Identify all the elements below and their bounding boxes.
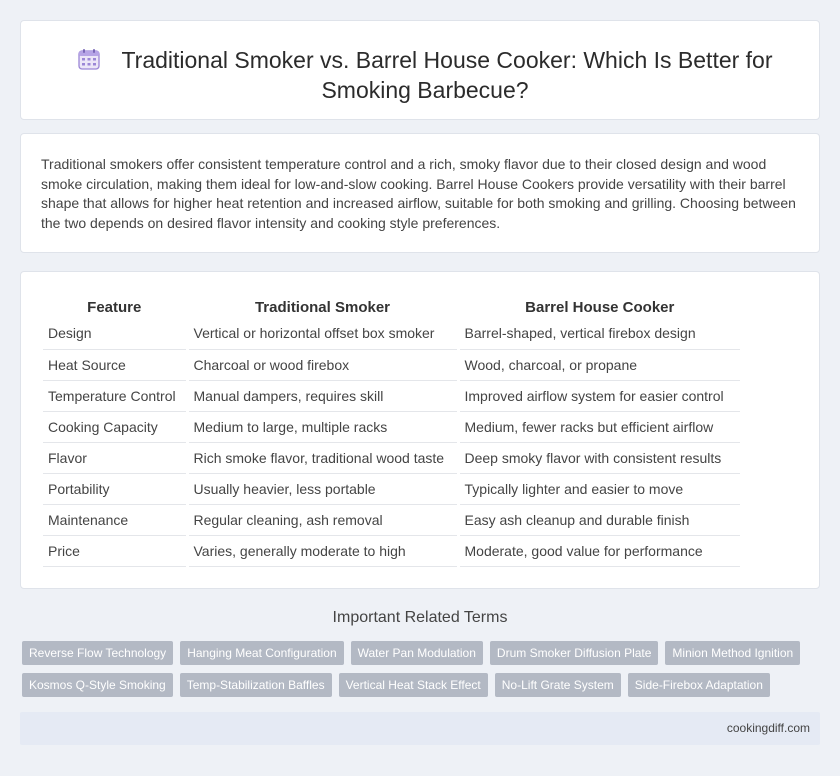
title-card xyxy=(20,20,820,120)
header-traditional-smoker: Traditional Smoker xyxy=(187,296,458,318)
barrel-cell: Deep smoky flavor with consistent results xyxy=(458,442,740,473)
related-terms-tags xyxy=(22,641,822,705)
feature-cell: Flavor xyxy=(43,442,187,473)
tag-row-2 xyxy=(22,673,822,697)
barrel-cell: Medium, fewer racks but efficient airflow xyxy=(458,411,740,442)
feature-cell: Heat Source xyxy=(43,349,187,380)
table-row xyxy=(43,411,740,442)
barrel-cell: Wood, charcoal, or propane xyxy=(458,349,740,380)
traditional-cell: Manual dampers, requires skill xyxy=(187,380,458,411)
page-title xyxy=(61,45,789,105)
traditional-cell: Medium to large, multiple racks xyxy=(187,411,458,442)
tag-vertical-heat-stack-effect[interactable]: Vertical Heat Stack Effect xyxy=(339,673,488,697)
traditional-cell: Varies, generally moderate to high xyxy=(187,535,458,566)
intro-card xyxy=(20,133,820,253)
barrel-cell: Easy ash cleanup and durable finish xyxy=(458,504,740,535)
traditional-cell: Usually heavier, less portable xyxy=(187,473,458,504)
feature-cell: Portability xyxy=(43,473,187,504)
feature-cell: Design xyxy=(43,318,187,349)
tag-drum-smoker-diffusion-plate[interactable]: Drum Smoker Diffusion Plate xyxy=(490,641,659,665)
table-row xyxy=(43,318,740,349)
tag-reverse-flow-technology[interactable]: Reverse Flow Technology xyxy=(22,641,173,665)
intro-paragraph: Traditional smokers offer consistent temperature control and a rich, smoky flavor due to their closed design and wood smoke circulation, making them ideal for low-and-slow cooking. Barrel House Cookers provide versatility with their barrel shape that allows for higher heat retention and increased airflow, suitable for both smoking and grilling. Choosing between the two depends on desired flavor intensity and cooking style preferences. xyxy=(41,156,796,231)
feature-cell: Temperature Control xyxy=(43,380,187,411)
barrel-cell: Improved airflow system for easier control xyxy=(458,380,740,411)
table-row xyxy=(43,442,740,473)
feature-cell: Price xyxy=(43,535,187,566)
traditional-cell: Rich smoke flavor, traditional wood taste xyxy=(187,442,458,473)
table-row xyxy=(43,535,740,566)
table-row xyxy=(43,504,740,535)
comparison-card xyxy=(20,271,820,589)
header-barrel-house-cooker: Barrel House Cooker xyxy=(458,296,740,318)
tag-minion-method-ignition[interactable]: Minion Method Ignition xyxy=(665,641,800,665)
traditional-cell: Charcoal or wood firebox xyxy=(187,349,458,380)
related-terms-heading: Important Related Terms xyxy=(332,609,508,626)
traditional-cell: Regular cleaning, ash removal xyxy=(187,504,458,535)
tag-row-1 xyxy=(22,641,822,665)
tag-no-lift-grate-system[interactable]: No-Lift Grate System xyxy=(495,673,621,697)
tag-side-firebox-adaptation[interactable]: Side-Firebox Adaptation xyxy=(628,673,770,697)
header-feature: Feature xyxy=(87,298,142,316)
table-header-row xyxy=(43,296,740,318)
page-title-text: Traditional Smoker vs. Barrel House Cooker: Which Is Better for Smoking Barbecue? xyxy=(121,47,773,103)
feature-cell: Maintenance xyxy=(43,504,187,535)
barrel-cell: Barrel-shaped, vertical firebox design xyxy=(458,318,740,349)
tag-hanging-meat-configuration[interactable]: Hanging Meat Configuration xyxy=(180,641,343,665)
barrel-cell: Typically lighter and easier to move xyxy=(458,473,740,504)
calendar-icon xyxy=(77,47,101,71)
footer xyxy=(20,712,820,745)
comparison-table xyxy=(43,296,740,567)
table-row xyxy=(43,380,740,411)
table-row xyxy=(43,349,740,380)
traditional-cell: Vertical or horizontal offset box smoker xyxy=(187,318,458,349)
tag-temp-stabilization-baffles[interactable]: Temp-Stabilization Baffles xyxy=(180,673,332,697)
tag-kosmos-q-style-smoking[interactable]: Kosmos Q-Style Smoking xyxy=(22,673,173,697)
footer-site-link[interactable]: cookingdiff.com xyxy=(726,721,810,735)
table-row xyxy=(43,473,740,504)
tag-water-pan-modulation[interactable]: Water Pan Modulation xyxy=(351,641,483,665)
barrel-cell: Moderate, good value for performance xyxy=(458,535,740,566)
feature-cell: Cooking Capacity xyxy=(43,411,187,442)
